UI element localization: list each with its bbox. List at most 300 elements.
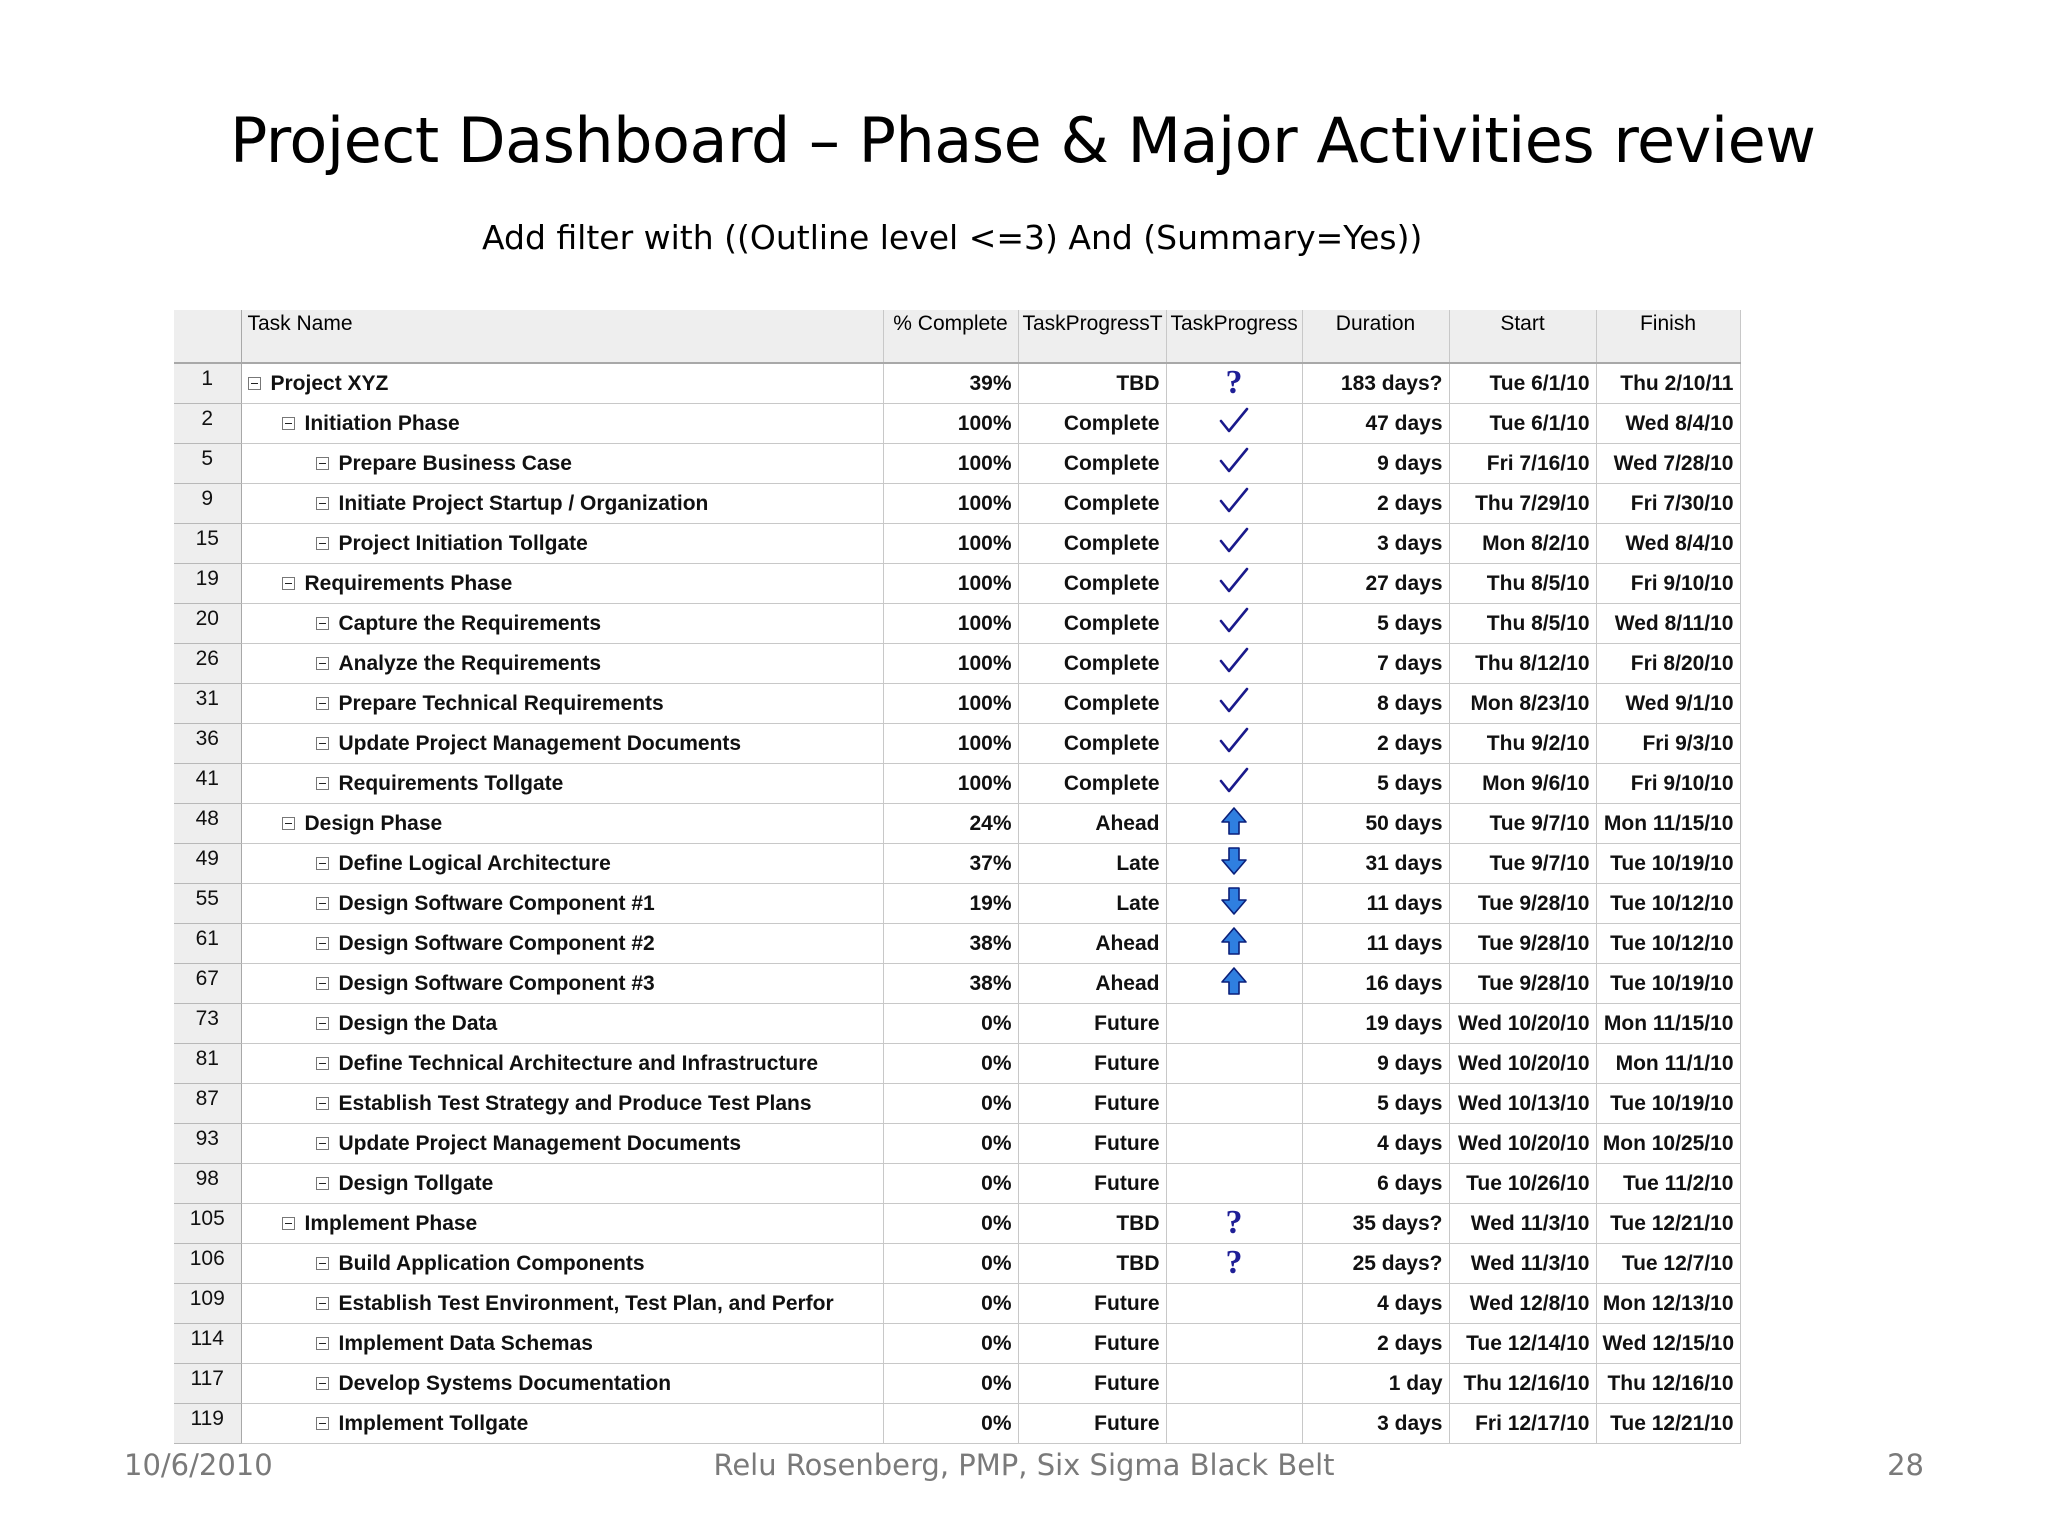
- finish-cell: Wed 12/15/10: [1596, 1324, 1740, 1364]
- duration-cell: 2 days: [1302, 724, 1449, 764]
- task-progress-cell: [1166, 884, 1302, 924]
- finish-cell: Tue 10/19/10: [1596, 1084, 1740, 1124]
- row-id[interactable]: 2: [174, 404, 241, 444]
- table-row[interactable]: [174, 1284, 1740, 1324]
- col-header-task-name[interactable]: Task Name: [241, 310, 883, 363]
- svg-text:?: ?: [1225, 1243, 1243, 1281]
- row-id[interactable]: 67: [174, 964, 241, 1004]
- task-progress-text-cell: Future: [1018, 1124, 1166, 1164]
- table-row[interactable]: [174, 564, 1740, 604]
- task-name: Develop Systems Documentation: [338, 1371, 672, 1395]
- start-cell: Tue 9/28/10: [1449, 884, 1596, 924]
- collapse-toggle-icon[interactable]: [316, 1417, 329, 1430]
- task-name: Analyze the Requirements: [338, 651, 602, 675]
- row-id[interactable]: 98: [174, 1164, 241, 1204]
- row-id[interactable]: 19: [174, 564, 241, 604]
- col-header-start[interactable]: Start: [1449, 310, 1596, 363]
- collapse-toggle-icon[interactable]: [316, 697, 329, 710]
- task-progress-cell: [1166, 684, 1302, 724]
- task-progress-cell: [1166, 924, 1302, 964]
- arrow-up-icon: [1220, 966, 1248, 1002]
- task-progress-cell: [1166, 1124, 1302, 1164]
- duration-cell: 6 days: [1302, 1164, 1449, 1204]
- finish-cell: Wed 9/1/10: [1596, 684, 1740, 724]
- check-icon: [1218, 446, 1250, 482]
- row-id[interactable]: 117: [174, 1364, 241, 1404]
- table-row[interactable]: [174, 524, 1740, 564]
- finish-cell: Thu 12/16/10: [1596, 1364, 1740, 1404]
- row-id[interactable]: 109: [174, 1284, 241, 1324]
- duration-cell: 5 days: [1302, 764, 1449, 804]
- task-name: Prepare Business Case: [338, 451, 572, 475]
- duration-cell: 9 days: [1302, 1044, 1449, 1084]
- task-name: Design the Data: [338, 1011, 498, 1035]
- task-name: Define Technical Architecture and Infrastructure: [338, 1051, 819, 1075]
- duration-cell: 11 days: [1302, 924, 1449, 964]
- row-id[interactable]: 26: [174, 644, 241, 684]
- task-progress-cell: [1166, 804, 1302, 844]
- duration-cell: 31 days: [1302, 844, 1449, 884]
- task-name-cell: [241, 764, 883, 804]
- percent-complete-cell: 0%: [883, 1004, 1018, 1044]
- duration-cell: 183 days?: [1302, 363, 1449, 404]
- table-row[interactable]: [174, 724, 1740, 764]
- table-row[interactable]: [174, 1324, 1740, 1364]
- finish-cell: Tue 12/21/10: [1596, 1404, 1740, 1444]
- task-name: Requirements Tollgate: [338, 771, 564, 795]
- start-cell: Wed 10/13/10: [1449, 1084, 1596, 1124]
- task-progress-text-cell: Future: [1018, 1404, 1166, 1444]
- duration-cell: 2 days: [1302, 484, 1449, 524]
- start-cell: Wed 10/20/10: [1449, 1004, 1596, 1044]
- finish-cell: Tue 10/12/10: [1596, 924, 1740, 964]
- task-name-cell: [241, 404, 883, 444]
- task-progress-cell: [1166, 604, 1302, 644]
- percent-complete-cell: 100%: [883, 684, 1018, 724]
- table-row[interactable]: [174, 1404, 1740, 1444]
- row-id[interactable]: 49: [174, 844, 241, 884]
- duration-cell: 16 days: [1302, 964, 1449, 1004]
- task-name: Design Software Component #1: [338, 891, 655, 915]
- percent-complete-cell: 100%: [883, 604, 1018, 644]
- task-progress-text-cell: TBD: [1018, 1204, 1166, 1244]
- percent-complete-cell: 37%: [883, 844, 1018, 884]
- percent-complete-cell: 39%: [883, 363, 1018, 404]
- duration-cell: 5 days: [1302, 1084, 1449, 1124]
- collapse-toggle-icon[interactable]: [282, 417, 295, 430]
- row-id[interactable]: 114: [174, 1324, 241, 1364]
- task-name: Design Tollgate: [338, 1171, 494, 1195]
- start-cell: Tue 12/14/10: [1449, 1324, 1596, 1364]
- task-progress-cell: [1166, 644, 1302, 684]
- duration-cell: 27 days: [1302, 564, 1449, 604]
- arrow-up-icon: [1220, 806, 1248, 842]
- table-row[interactable]: [174, 1004, 1740, 1044]
- percent-complete-cell: 0%: [883, 1044, 1018, 1084]
- col-header-finish[interactable]: Finish: [1596, 310, 1740, 363]
- collapse-toggle-icon[interactable]: [316, 737, 329, 750]
- collapse-toggle-icon[interactable]: [316, 1177, 329, 1190]
- task-name: Update Project Management Documents: [338, 1131, 742, 1155]
- collapse-toggle-icon[interactable]: [316, 537, 329, 550]
- filter-instruction: Add filter with ((Outline level <=3) And (Summary=Yes)): [482, 218, 1423, 257]
- col-header-task-progress[interactable]: TaskProgress: [1166, 310, 1302, 363]
- col-header-task-progress-text[interactable]: TaskProgressT: [1018, 310, 1166, 363]
- task-progress-cell: [1166, 564, 1302, 604]
- start-cell: Thu 9/2/10: [1449, 724, 1596, 764]
- row-id[interactable]: 48: [174, 804, 241, 844]
- task-progress-text-cell: Complete: [1018, 404, 1166, 444]
- collapse-toggle-icon[interactable]: [282, 817, 295, 830]
- finish-cell: Tue 11/2/10: [1596, 1164, 1740, 1204]
- table-row[interactable]: [174, 964, 1740, 1004]
- collapse-toggle-icon[interactable]: [316, 1057, 329, 1070]
- row-id[interactable]: 31: [174, 684, 241, 724]
- check-icon: [1218, 526, 1250, 562]
- task-progress-cell: [1166, 363, 1302, 404]
- collapse-toggle-icon[interactable]: [316, 1097, 329, 1110]
- arrow-up-icon: [1220, 926, 1248, 962]
- collapse-toggle-icon[interactable]: [316, 1137, 329, 1150]
- duration-cell: 11 days: [1302, 884, 1449, 924]
- collapse-toggle-icon[interactable]: [316, 1017, 329, 1030]
- table-row[interactable]: [174, 764, 1740, 804]
- task-progress-cell: [1166, 1364, 1302, 1404]
- table-row[interactable]: [174, 1244, 1740, 1284]
- task-progress-text-cell: Complete: [1018, 524, 1166, 564]
- table-row[interactable]: [174, 1124, 1740, 1164]
- footer-date: 10/6/2010: [124, 1448, 273, 1482]
- task-name: Establish Test Environment, Test Plan, and Perfor: [338, 1291, 834, 1315]
- task-name-cell: [241, 1404, 883, 1444]
- finish-cell: Tue 12/7/10: [1596, 1244, 1740, 1284]
- task-name: Design Software Component #2: [338, 931, 655, 955]
- task-progress-text-cell: Ahead: [1018, 964, 1166, 1004]
- check-icon: [1218, 686, 1250, 722]
- task-name-cell: [241, 1124, 883, 1164]
- task-name: Update Project Management Documents: [338, 731, 742, 755]
- table-row[interactable]: [174, 804, 1740, 844]
- collapse-toggle-icon[interactable]: [316, 897, 329, 910]
- collapse-toggle-icon[interactable]: [316, 657, 329, 670]
- start-cell: Tue 10/26/10: [1449, 1164, 1596, 1204]
- task-progress-cell: [1166, 764, 1302, 804]
- collapse-toggle-icon[interactable]: [316, 1297, 329, 1310]
- task-progress-cell: [1166, 1004, 1302, 1044]
- collapse-toggle-icon[interactable]: [316, 1257, 329, 1270]
- table-row[interactable]: [174, 684, 1740, 724]
- table-row[interactable]: [174, 404, 1740, 444]
- task-progress-cell: [1166, 1204, 1302, 1244]
- start-cell: Thu 8/5/10: [1449, 564, 1596, 604]
- start-cell: Tue 9/28/10: [1449, 964, 1596, 1004]
- duration-cell: 2 days: [1302, 1324, 1449, 1364]
- percent-complete-cell: 100%: [883, 404, 1018, 444]
- task-name-cell: [241, 1084, 883, 1124]
- duration-cell: 25 days?: [1302, 1244, 1449, 1284]
- task-name-cell: [241, 724, 883, 764]
- collapse-toggle-icon[interactable]: [316, 777, 329, 790]
- collapse-toggle-icon[interactable]: [316, 1337, 329, 1350]
- task-progress-text-cell: Complete: [1018, 724, 1166, 764]
- task-name-cell: [241, 363, 883, 404]
- task-name-cell: [241, 1364, 883, 1404]
- finish-cell: Mon 10/25/10: [1596, 1124, 1740, 1164]
- percent-complete-cell: 38%: [883, 964, 1018, 1004]
- table-row[interactable]: [174, 884, 1740, 924]
- task-progress-text-cell: Complete: [1018, 484, 1166, 524]
- task-name-cell: [241, 644, 883, 684]
- task-name-cell: [241, 1044, 883, 1084]
- finish-cell: Mon 11/1/10: [1596, 1044, 1740, 1084]
- percent-complete-cell: 0%: [883, 1084, 1018, 1124]
- row-id[interactable]: 73: [174, 1004, 241, 1044]
- percent-complete-cell: 0%: [883, 1364, 1018, 1404]
- question-icon: [1221, 1245, 1247, 1283]
- row-id[interactable]: 5: [174, 444, 241, 484]
- check-icon: [1218, 646, 1250, 682]
- table-row[interactable]: [174, 1364, 1740, 1404]
- task-progress-text-cell: Future: [1018, 1084, 1166, 1124]
- task-progress-cell: [1166, 1084, 1302, 1124]
- row-id[interactable]: 1: [174, 363, 241, 404]
- task-name: Design Software Component #3: [338, 971, 655, 995]
- task-progress-text-cell: Complete: [1018, 644, 1166, 684]
- task-name-cell: [241, 564, 883, 604]
- task-progress-text-cell: Future: [1018, 1164, 1166, 1204]
- collapse-toggle-icon[interactable]: [316, 977, 329, 990]
- start-cell: Tue 6/1/10: [1449, 363, 1596, 404]
- row-id[interactable]: 119: [174, 1404, 241, 1444]
- table-row[interactable]: [174, 604, 1740, 644]
- percent-complete-cell: 0%: [883, 1204, 1018, 1244]
- task-progress-cell: [1166, 724, 1302, 764]
- finish-cell: Fri 9/10/10: [1596, 764, 1740, 804]
- duration-cell: 1 day: [1302, 1364, 1449, 1404]
- percent-complete-cell: 0%: [883, 1124, 1018, 1164]
- finish-cell: Fri 9/10/10: [1596, 564, 1740, 604]
- task-name-cell: [241, 1284, 883, 1324]
- task-progress-text-cell: Ahead: [1018, 804, 1166, 844]
- task-progress-cell: [1166, 1044, 1302, 1084]
- task-progress-text-cell: Complete: [1018, 684, 1166, 724]
- check-icon: [1218, 406, 1250, 442]
- row-id[interactable]: 81: [174, 1044, 241, 1084]
- percent-complete-cell: 100%: [883, 524, 1018, 564]
- table-row[interactable]: [174, 1204, 1740, 1244]
- task-progress-cell: [1166, 404, 1302, 444]
- start-cell: Wed 10/20/10: [1449, 1044, 1596, 1084]
- col-header-duration[interactable]: Duration: [1302, 310, 1449, 363]
- percent-complete-cell: 19%: [883, 884, 1018, 924]
- task-name: Implement Tollgate: [338, 1411, 529, 1435]
- task-name: Capture the Requirements: [338, 611, 602, 635]
- grid-header-row: [174, 310, 1740, 363]
- row-id[interactable]: 20: [174, 604, 241, 644]
- task-progress-cell: [1166, 844, 1302, 884]
- row-id[interactable]: 9: [174, 484, 241, 524]
- collapse-toggle-icon[interactable]: [316, 857, 329, 870]
- task-name-cell: [241, 484, 883, 524]
- finish-cell: Wed 8/4/10: [1596, 404, 1740, 444]
- task-name: Project XYZ: [270, 371, 389, 395]
- task-name: Build Application Components: [338, 1251, 645, 1275]
- percent-complete-cell: 0%: [883, 1404, 1018, 1444]
- finish-cell: Wed 8/11/10: [1596, 604, 1740, 644]
- arrow-down-icon: [1220, 846, 1248, 882]
- duration-cell: 5 days: [1302, 604, 1449, 644]
- row-id[interactable]: 55: [174, 884, 241, 924]
- row-id[interactable]: 15: [174, 524, 241, 564]
- percent-complete-cell: 100%: [883, 444, 1018, 484]
- duration-cell: 35 days?: [1302, 1204, 1449, 1244]
- duration-cell: 50 days: [1302, 804, 1449, 844]
- start-cell: Wed 12/8/10: [1449, 1284, 1596, 1324]
- row-id[interactable]: 36: [174, 724, 241, 764]
- task-name-cell: [241, 444, 883, 484]
- task-name: Establish Test Strategy and Produce Test Plans: [338, 1091, 812, 1115]
- start-cell: Thu 12/16/10: [1449, 1364, 1596, 1404]
- task-name: Implement Phase: [304, 1211, 478, 1235]
- duration-cell: 7 days: [1302, 644, 1449, 684]
- percent-complete-cell: 100%: [883, 484, 1018, 524]
- row-id[interactable]: 106: [174, 1244, 241, 1284]
- check-icon: [1218, 486, 1250, 522]
- task-name-cell: [241, 684, 883, 724]
- collapse-toggle-icon[interactable]: [282, 577, 295, 590]
- duration-cell: 9 days: [1302, 444, 1449, 484]
- finish-cell: Tue 10/19/10: [1596, 964, 1740, 1004]
- task-name: Implement Data Schemas: [338, 1331, 593, 1355]
- collapse-toggle-icon[interactable]: [248, 377, 261, 390]
- task-name-cell: [241, 524, 883, 564]
- table-row[interactable]: [174, 1164, 1740, 1204]
- finish-cell: Fri 7/30/10: [1596, 484, 1740, 524]
- col-header-id[interactable]: [174, 310, 241, 363]
- finish-cell: Fri 8/20/10: [1596, 644, 1740, 684]
- collapse-toggle-icon[interactable]: [316, 497, 329, 510]
- task-progress-text-cell: Ahead: [1018, 924, 1166, 964]
- finish-cell: Mon 11/15/10: [1596, 804, 1740, 844]
- finish-cell: Thu 2/10/11: [1596, 363, 1740, 404]
- table-row[interactable]: [174, 444, 1740, 484]
- percent-complete-cell: 100%: [883, 564, 1018, 604]
- task-progress-cell: [1166, 964, 1302, 1004]
- finish-cell: Wed 8/4/10: [1596, 524, 1740, 564]
- duration-cell: 19 days: [1302, 1004, 1449, 1044]
- task-name-cell: [241, 884, 883, 924]
- task-name-cell: [241, 924, 883, 964]
- task-progress-cell: [1166, 1164, 1302, 1204]
- percent-complete-cell: 0%: [883, 1284, 1018, 1324]
- slide-title: Project Dashboard – Phase & Major Activities review: [230, 104, 1816, 177]
- percent-complete-cell: 100%: [883, 724, 1018, 764]
- start-cell: Mon 8/23/10: [1449, 684, 1596, 724]
- percent-complete-cell: 100%: [883, 644, 1018, 684]
- task-name-cell: [241, 844, 883, 884]
- table-row[interactable]: [174, 363, 1740, 404]
- task-progress-cell: [1166, 444, 1302, 484]
- row-id[interactable]: 93: [174, 1124, 241, 1164]
- finish-cell: Fri 9/3/10: [1596, 724, 1740, 764]
- duration-cell: 3 days: [1302, 1404, 1449, 1444]
- task-progress-text-cell: TBD: [1018, 363, 1166, 404]
- table-row[interactable]: [174, 844, 1740, 884]
- task-name-cell: [241, 1164, 883, 1204]
- row-id[interactable]: 61: [174, 924, 241, 964]
- task-progress-text-cell: Future: [1018, 1044, 1166, 1084]
- start-cell: Thu 8/5/10: [1449, 604, 1596, 644]
- finish-cell: Mon 12/13/10: [1596, 1284, 1740, 1324]
- task-name: Prepare Technical Requirements: [338, 691, 664, 715]
- start-cell: Fri 7/16/10: [1449, 444, 1596, 484]
- task-name-cell: [241, 1204, 883, 1244]
- svg-text:?: ?: [1225, 1203, 1243, 1241]
- task-name-cell: [241, 804, 883, 844]
- collapse-toggle-icon[interactable]: [316, 457, 329, 470]
- start-cell: Tue 6/1/10: [1449, 404, 1596, 444]
- table-row[interactable]: [174, 484, 1740, 524]
- start-cell: Thu 8/12/10: [1449, 644, 1596, 684]
- task-name-cell: [241, 964, 883, 1004]
- task-grid: [174, 310, 1740, 1435]
- finish-cell: Tue 10/19/10: [1596, 844, 1740, 884]
- finish-cell: Mon 11/15/10: [1596, 1004, 1740, 1044]
- task-name: Design Phase: [304, 811, 443, 835]
- duration-cell: 4 days: [1302, 1124, 1449, 1164]
- check-icon: [1218, 566, 1250, 602]
- task-progress-text-cell: Complete: [1018, 444, 1166, 484]
- start-cell: Wed 11/3/10: [1449, 1204, 1596, 1244]
- start-cell: Tue 9/7/10: [1449, 844, 1596, 884]
- table-row[interactable]: [174, 644, 1740, 684]
- col-header-percent-complete[interactable]: % Complete: [883, 310, 1018, 363]
- task-name-cell: [241, 604, 883, 644]
- table-row[interactable]: [174, 924, 1740, 964]
- task-progress-text-cell: Future: [1018, 1004, 1166, 1044]
- table-row[interactable]: [174, 1084, 1740, 1124]
- row-id[interactable]: 41: [174, 764, 241, 804]
- task-progress-text-cell: Future: [1018, 1284, 1166, 1324]
- start-cell: Mon 9/6/10: [1449, 764, 1596, 804]
- percent-complete-cell: 0%: [883, 1244, 1018, 1284]
- table-row[interactable]: [174, 1044, 1740, 1084]
- task-progress-cell: [1166, 1324, 1302, 1364]
- task-name: Initiation Phase: [304, 411, 460, 435]
- percent-complete-cell: 100%: [883, 764, 1018, 804]
- check-icon: [1218, 766, 1250, 802]
- check-icon: [1218, 726, 1250, 762]
- collapse-toggle-icon[interactable]: [316, 1377, 329, 1390]
- collapse-toggle-icon[interactable]: [316, 937, 329, 950]
- task-progress-cell: [1166, 1284, 1302, 1324]
- collapse-toggle-icon[interactable]: [316, 617, 329, 630]
- check-icon: [1218, 606, 1250, 642]
- svg-text:?: ?: [1225, 363, 1243, 401]
- start-cell: Fri 12/17/10: [1449, 1404, 1596, 1444]
- row-id[interactable]: 87: [174, 1084, 241, 1124]
- task-progress-cell: [1166, 524, 1302, 564]
- duration-cell: 8 days: [1302, 684, 1449, 724]
- question-icon: [1221, 365, 1247, 403]
- task-progress-cell: [1166, 484, 1302, 524]
- collapse-toggle-icon[interactable]: [282, 1217, 295, 1230]
- task-progress-text-cell: Late: [1018, 884, 1166, 924]
- percent-complete-cell: 38%: [883, 924, 1018, 964]
- question-icon: [1221, 1205, 1247, 1243]
- row-id[interactable]: 105: [174, 1204, 241, 1244]
- task-name: Define Logical Architecture: [338, 851, 611, 875]
